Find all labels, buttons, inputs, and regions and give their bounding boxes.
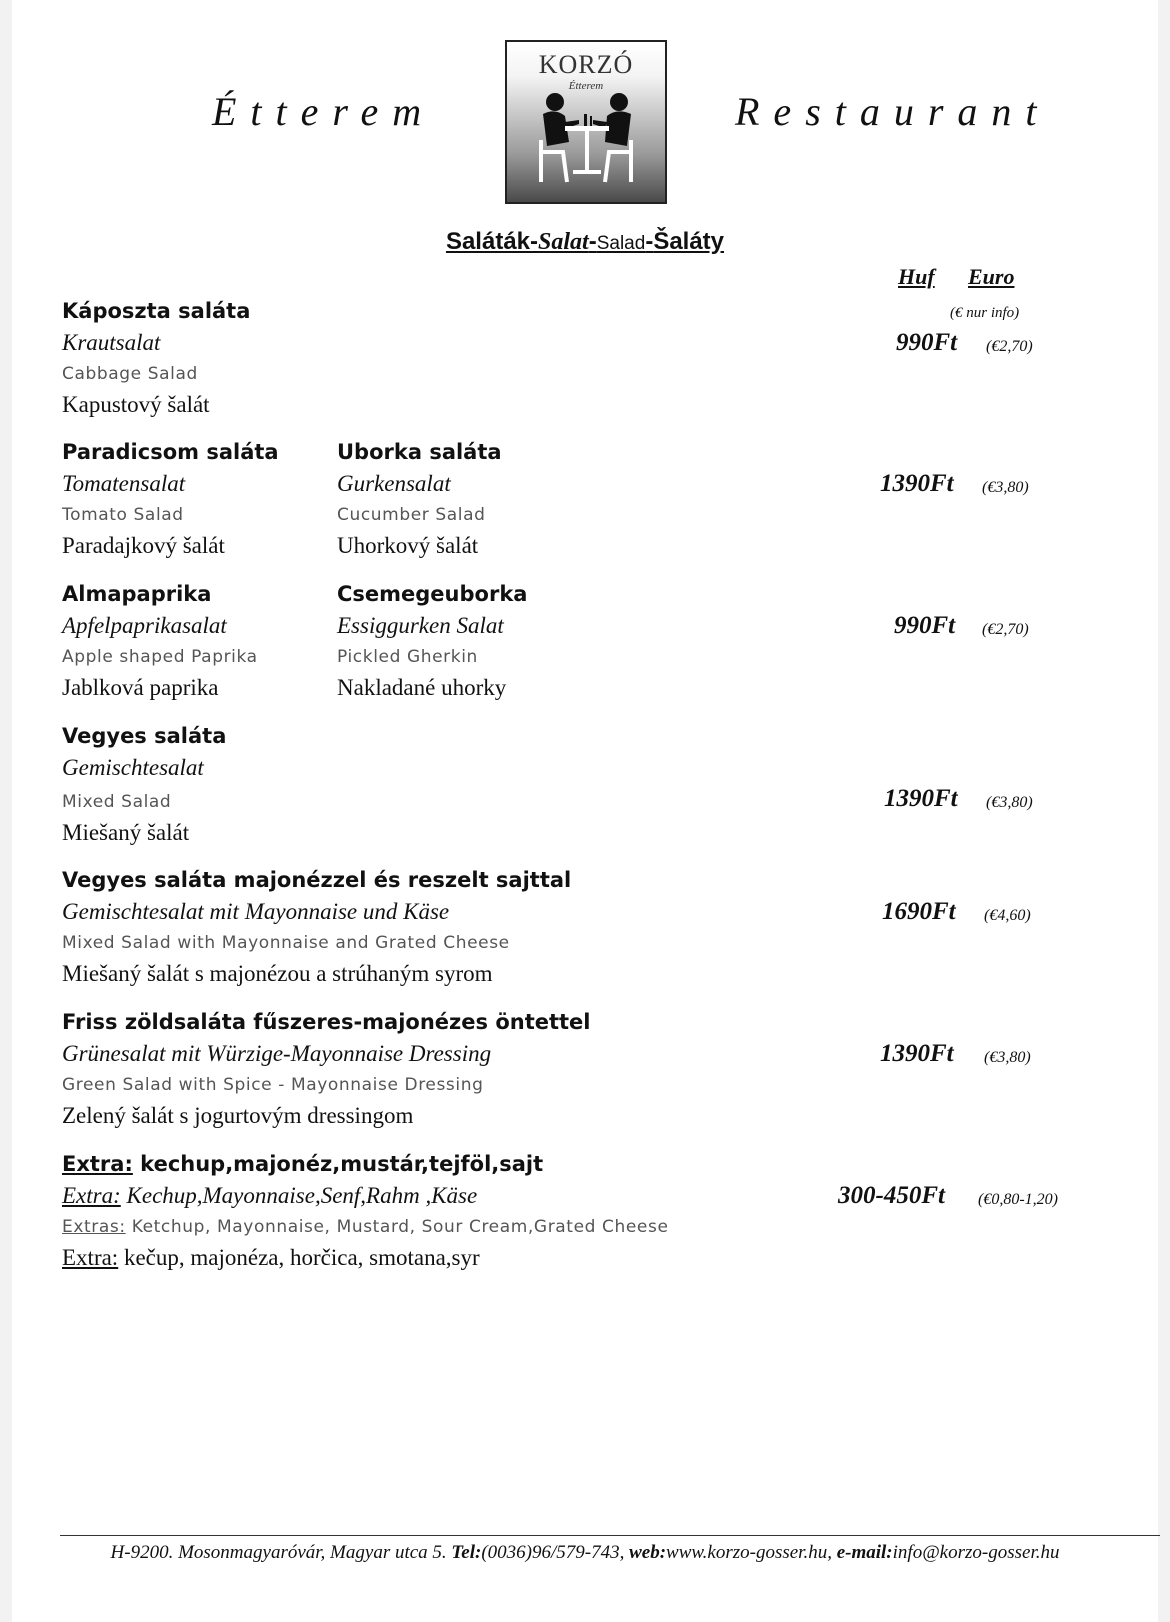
item-en: Mixed Salad with Mayonnaise and Grated Cheese <box>62 933 510 953</box>
extra-label-en: Extras: <box>62 1217 126 1237</box>
footer-email-label: e-mail: <box>836 1542 893 1563</box>
item-en-2: Pickled Gherkin <box>337 647 478 667</box>
title-sep: - <box>530 228 539 255</box>
footer-web-link[interactable]: www.korzo-gosser.hu, <box>666 1542 832 1563</box>
extra-text-en: Ketchup, Mayonnaise, Mustard, Sour Cream,Grated Cheese <box>131 1217 669 1237</box>
item-sk: Paradajkový šalát <box>62 533 225 558</box>
extra-label-de: Extra: <box>62 1183 121 1208</box>
item-de: Gemischtesalat <box>62 755 204 780</box>
logo-subtitle: Étterem <box>568 80 604 92</box>
extra-label-sk: Extra: <box>62 1245 119 1270</box>
extra-text-hu: kechup,majonéz,mustár,tejföl,sajt <box>140 1152 544 1176</box>
item-hu-2: Uborka saláta <box>337 440 502 464</box>
title-sep: - <box>645 228 654 255</box>
title-sep: - <box>588 228 597 255</box>
item-sk-2: Uhorkový šalát <box>337 533 479 558</box>
footer-web-label: web: <box>629 1542 667 1563</box>
item-de: Apfelpaprikasalat <box>62 613 227 638</box>
item-price-huf: 1390Ft <box>880 1040 954 1067</box>
item-price-huf: 1690Ft <box>882 898 956 925</box>
footer-tel-label: Tel: <box>451 1542 482 1563</box>
item-price-eur: (€2,70) <box>982 621 1029 638</box>
item-sk: Zelený šalát s jogurtovým dressingom <box>62 1103 414 1128</box>
item-en-2: Cucumber Salad <box>337 505 486 525</box>
item-hu: Friss zöldsaláta fűszeres-majonézes öntettel <box>62 1010 591 1034</box>
item-en: Mixed Salad <box>62 792 172 812</box>
column-huf: Huf <box>898 264 935 289</box>
footer-address: H-9200. Mosonmagyaróvár, Magyar utca 5. <box>110 1542 447 1563</box>
item-de: Tomatensalat <box>62 471 186 496</box>
item-sk: Miešaný šalát s majonézou a strúhaným syrom <box>62 961 493 986</box>
section-title-hu: Saláták <box>445 228 531 255</box>
item-price-eur: (€3,80) <box>984 1049 1031 1066</box>
footer-email-link[interactable]: info@korzo-gosser.hu <box>892 1542 1060 1563</box>
diners-silhouette-icon <box>507 42 665 202</box>
item-hu: Vegyes saláta <box>62 724 227 748</box>
item-de: Gemischtesalat mit Mayonnaise und Käse <box>62 899 450 924</box>
extra-label-hu: Extra: <box>62 1152 133 1176</box>
footer-tel: (0036)96/579-743, <box>481 1542 625 1563</box>
item-hu: Káposzta saláta <box>62 299 251 323</box>
logo-title: KORZÓ <box>538 50 634 79</box>
section-title-en: Salad <box>596 233 646 254</box>
footer-divider <box>60 1535 1160 1536</box>
item-hu: Almapaprika <box>62 582 212 606</box>
item-price-huf: 1390Ft <box>884 785 958 812</box>
section-title-sk: Šaláty <box>653 228 725 255</box>
item-en: Apple shaped Paprika <box>62 647 258 667</box>
extra-de <box>62 1183 477 1209</box>
euro-note: (€ nur info) <box>950 305 1020 321</box>
item-hu: Vegyes saláta majonézzel és reszelt sajttal <box>62 868 572 892</box>
extra-text-de: Kechup,Mayonnaise,Senf,Rahm ,Käse <box>126 1183 478 1208</box>
item-en: Tomato Salad <box>62 505 184 525</box>
item-price-eur: (€3,80) <box>982 479 1029 496</box>
extra-price-eur: (€0,80-1,20) <box>978 1191 1058 1208</box>
item-price-eur: (€3,80) <box>986 794 1033 811</box>
footer-contact <box>0 1542 1170 1564</box>
item-hu: Paradicsom saláta <box>62 440 279 464</box>
item-price-eur: (€2,70) <box>986 338 1033 355</box>
item-price-eur: (€4,60) <box>984 907 1031 924</box>
column-euro: Euro <box>968 264 1015 289</box>
item-price-huf: 990Ft <box>894 612 956 639</box>
item-hu-2: Csemegeuborka <box>337 582 528 606</box>
section-title-de: Salat <box>538 229 589 255</box>
item-sk-2: Nakladané uhorky <box>337 675 507 700</box>
extra-sk <box>62 1245 480 1271</box>
item-de-2: Essiggurken Salat <box>337 613 504 638</box>
item-price-huf: 1390Ft <box>880 470 954 497</box>
extra-en <box>62 1217 669 1237</box>
extra-hu <box>62 1152 543 1176</box>
item-sk: Miešaný šalát <box>62 820 190 845</box>
item-de: Grünesalat mit Würzige-Mayonnaise Dressing <box>62 1041 492 1066</box>
section-title <box>0 228 1170 256</box>
item-sk: Jablková paprika <box>62 675 219 700</box>
extra-price-huf: 300-450Ft <box>838 1182 945 1209</box>
item-de-2: Gurkensalat <box>337 471 451 496</box>
item-price-huf: 990Ft <box>896 329 958 356</box>
header-etterem: Étterem <box>212 89 436 134</box>
extra-text-sk: kečup, majonéza, horčica, smotana,syr <box>123 1245 480 1270</box>
item-en: Green Salad with Spice - Mayonnaise Dressing <box>62 1075 484 1095</box>
item-en: Cabbage Salad <box>62 364 198 384</box>
item-de: Krautsalat <box>62 330 161 355</box>
item-sk: Kapustový šalát <box>62 392 210 417</box>
restaurant-logo <box>505 40 667 204</box>
header-restaurant: Restaurant <box>735 89 1051 134</box>
